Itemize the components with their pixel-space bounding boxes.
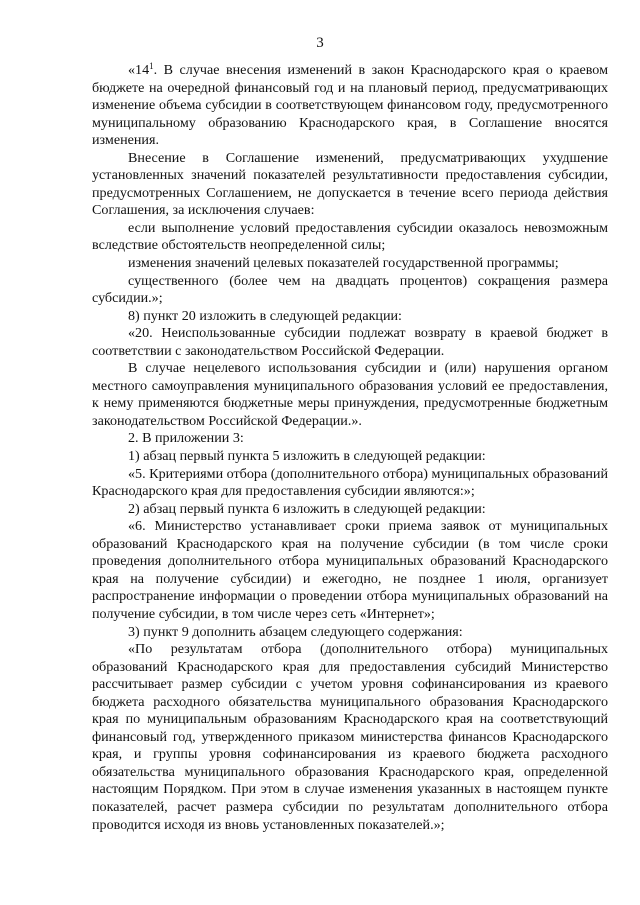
page-number: 3 bbox=[316, 35, 324, 51]
paragraph-13: «6. Министерство устанавливает сроки приема заявок от муниципальных образований Краснодарского края на получение субсидии (в том числе сроки проведения дополнительного отбора муниципальных образований Краснодарского края на получение субсидии) и ежегодно, не позднее 1 июля, организует распространение информации о проведении отбора муниципальных образований на получение субсидии, в том числе через сеть «Интернет»; bbox=[92, 518, 608, 622]
paragraph-7: «20. Неиспользованные субсидии подлежат возврату в краевой бюджет в соответствии с законодательством Российской Федерации. bbox=[92, 325, 608, 359]
paragraph-6: 8) пункт 20 изложить в следующей редакции: bbox=[128, 307, 402, 324]
paragraph-8: В случае нецелевого использования субсидии и (или) нарушения органом местного самоуправления муниципального образования условий ее предоставления, к нему применяются бюджетные меры принуждения, предусмотренные бюджетным законодательством Российской Федерации.». bbox=[92, 360, 608, 429]
paragraph-14: 3) пункт 9 дополнить абзацем следующего содержания: bbox=[128, 623, 463, 640]
paragraph-9: 2. В приложении 3: bbox=[128, 430, 244, 447]
paragraph-11: «5. Критериями отбора (дополнительного отбора) муниципальных образований Краснодарского края для предоставления субсидии являются:»; bbox=[92, 465, 608, 500]
paragraph-10: 1) абзац первый пункта 5 изложить в следующей редакции: bbox=[128, 448, 486, 465]
document-body bbox=[92, 62, 608, 834]
paragraph-text: «14 bbox=[128, 62, 150, 78]
paragraph-text: . В случае внесения изменений в закон Краснодарского края о краевом бюджете на очередной финансовый год и на плановый период, предусматривающих изменение объема субсидии в соответствующем финансовом году, предусмотренного муниципальному образованию Краснодарского края, в Соглашение вносятся изменения. bbox=[92, 62, 608, 149]
paragraph-1 bbox=[92, 62, 608, 150]
paragraph-3: если выполнение условий предоставления субсидии оказалось невозможным вследствие обстоятельств неопределенной силы; bbox=[92, 219, 608, 254]
paragraph-12: 2) абзац первый пункта 6 изложить в следующей редакции: bbox=[128, 500, 486, 517]
paragraph-2: Внесение в Соглашение изменений, предусматривающих ухудшение установленных значений показателей результативности предоставления субсидии, предусмотренных Соглашением, не допускается в течение всего периода действия Соглашения, за исключения случаев: bbox=[92, 149, 608, 219]
paragraph-5: существенного (более чем на двадцать процентов) сокращения размера субсидии.»; bbox=[92, 272, 608, 307]
paragraph-4: изменения значений целевых показателей государственной программы; bbox=[128, 255, 559, 272]
superscript: 1 bbox=[149, 61, 154, 71]
paragraph-15: «По результатам отбора (дополнительного отбора) муниципальных образований Краснодарского края для предоставления субсидий Министерство рассчитывает размер субсидии с учетом уровня софинансирования из краевого бюджета расходного обязательства муниципального образования Краснодарского края по муниципальным образованиям Краснодарского края на соответствующий финансовый год, утвержденного приказом министерства финансов Краснодарского края, и группы уровня софинансирования из краевого бюджета расходного обязательства муниципального образования Краснодарского края, определенной настоящим Порядком. При этом в случае изменения указанных в настоящем пункте показателей, расчет размера субсидии по результатам дополнительного отбора проводится исходя из вновь установленных показателей.»; bbox=[92, 641, 608, 833]
